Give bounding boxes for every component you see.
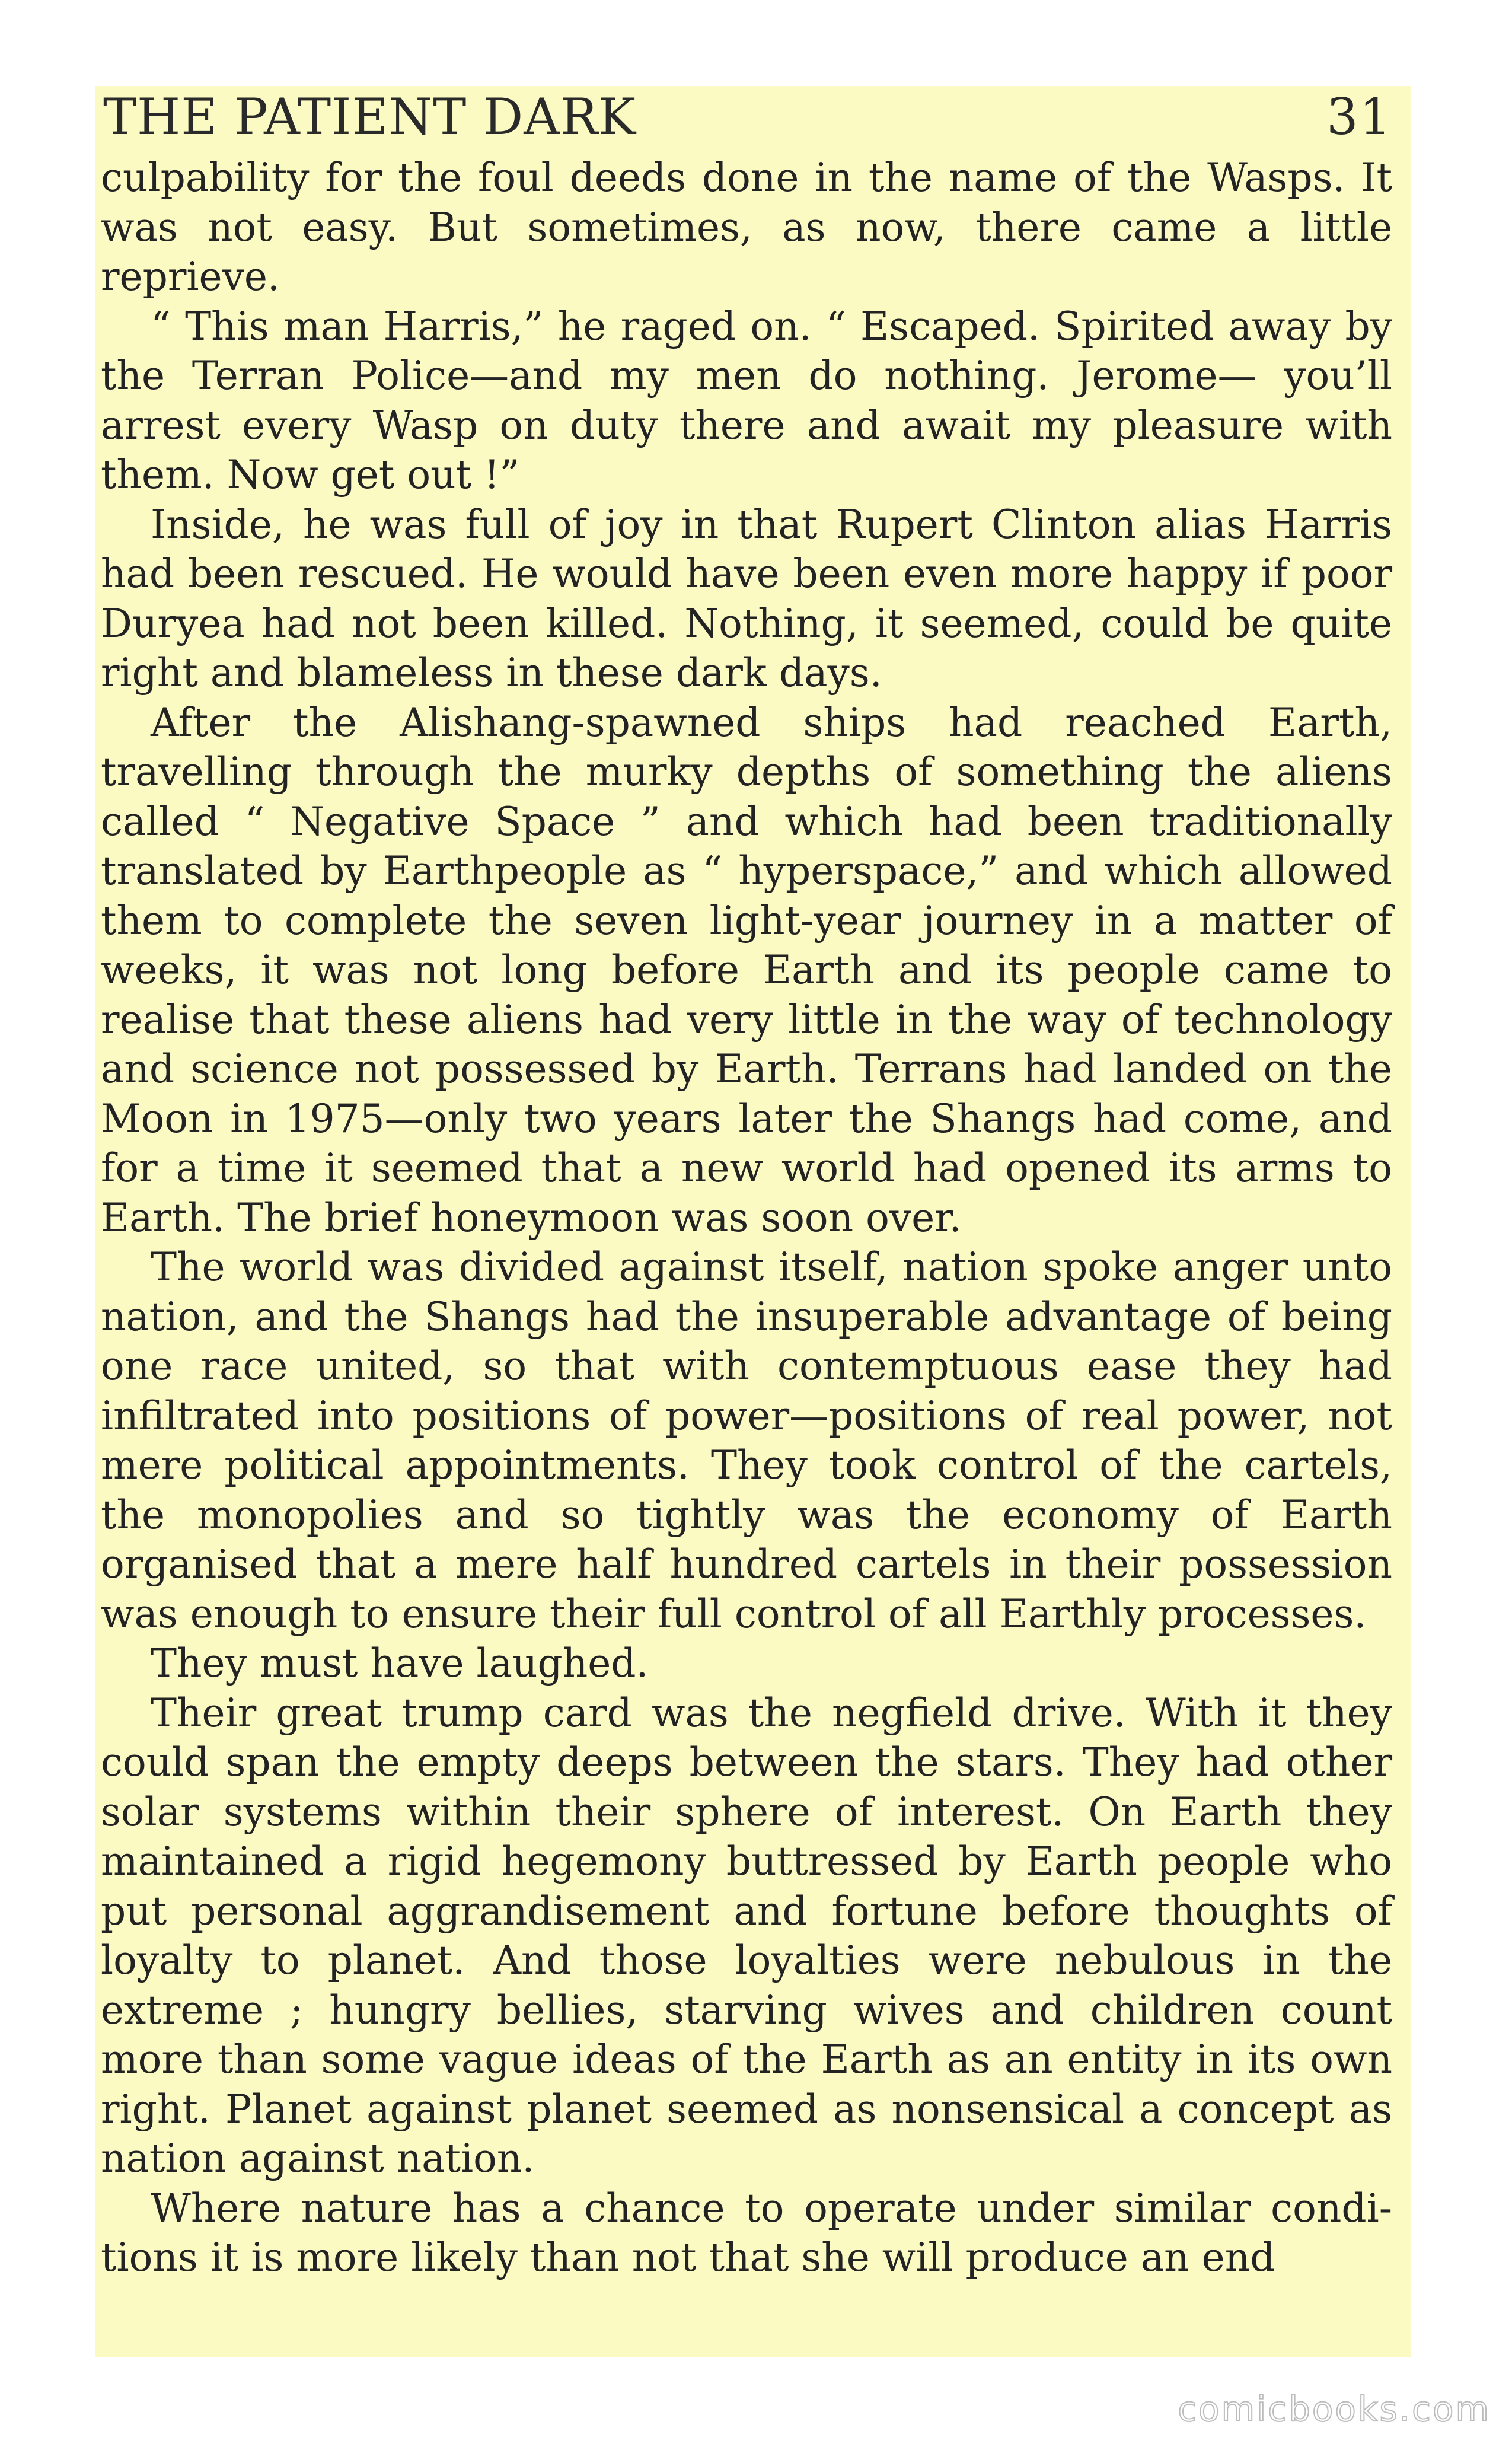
- body-text: [101, 153, 1392, 2283]
- paragraph: Inside, he was full of joy in that Rupert Clinton alias Harris had been rescued. He would have been even more happy if poor Duryea had not been killed. Nothing, it seemed, could be quite right and blameless in these dark days.: [101, 501, 1392, 696]
- page-number: 31: [1326, 88, 1392, 146]
- paragraph: After the Alishang-spawned ships had reached Earth, travelling through the murky depths of something the aliens called “ Negative Space ” and which had been traditionally translated by Earthpeople as “ hyperspace,” and which allowed them to complete the seven light-year journey in a matter of weeks, it was not long before Earth and its people came to realise that these aliens had very little in the way of technology and science not possessed by Earth. Terrans had landed on the Moon in 1975—only two years later the Shangs had come, and for a time it seemed that a new world had opened its arms to Earth. The brief honeymoon was soon over.: [101, 699, 1392, 1241]
- book-title: THE PATIENT DARK: [103, 88, 636, 146]
- book-page: [95, 86, 1411, 2357]
- paragraph: They must have laughed.: [151, 1640, 649, 1686]
- paragraph: The world was divided against itself, nation spoke anger unto nation, and the Shangs had the insuperable advantage of being one race united, so that with contemptuous ease they had infiltrated into positions of power—positions of real power, not mere political appointments. They took control of the cartels, the monopolies and so tightly was the economy of Earth organised that a mere half hundred cartels in their possession was enough to ensure their full control of all Earthly processes.: [101, 1244, 1392, 1637]
- paragraph: “ This man Harris,” he raged on. “ Escaped. Spirited away by the Terran Police—and my men do nothing. Jerome— you’ll arrest every Wasp on duty there and await my pleasure with them. Now get out !”: [101, 303, 1392, 498]
- paragraph: Their great trump card was the negfield drive. With it they could span the empty deeps between the stars. They had other solar systems within their sphere of interest. On Earth they maintained a rigid hegemony buttressed by Earth people who put personal aggrandisement and fortune before thoughts of loyalty to planet. And those loyalties were nebulous in the extreme ; hungry bellies, starving wives and children count more than some vague ideas of the Earth as an entity in its own right. Planet against planet seemed as nonsensical a concept as nation against nation.: [101, 1690, 1392, 2181]
- paragraph: culpability for the foul deeds done in the name of the Wasps. It was not easy. But sometimes, as now, there came a little reprieve.: [101, 155, 1392, 299]
- running-head: [101, 86, 1392, 148]
- paragraph: Where nature has a chance to operate under similar condi- tions it is more likely than not that she will produce an end: [101, 2185, 1392, 2280]
- watermark: comicbooks.com: [1178, 2389, 1491, 2429]
